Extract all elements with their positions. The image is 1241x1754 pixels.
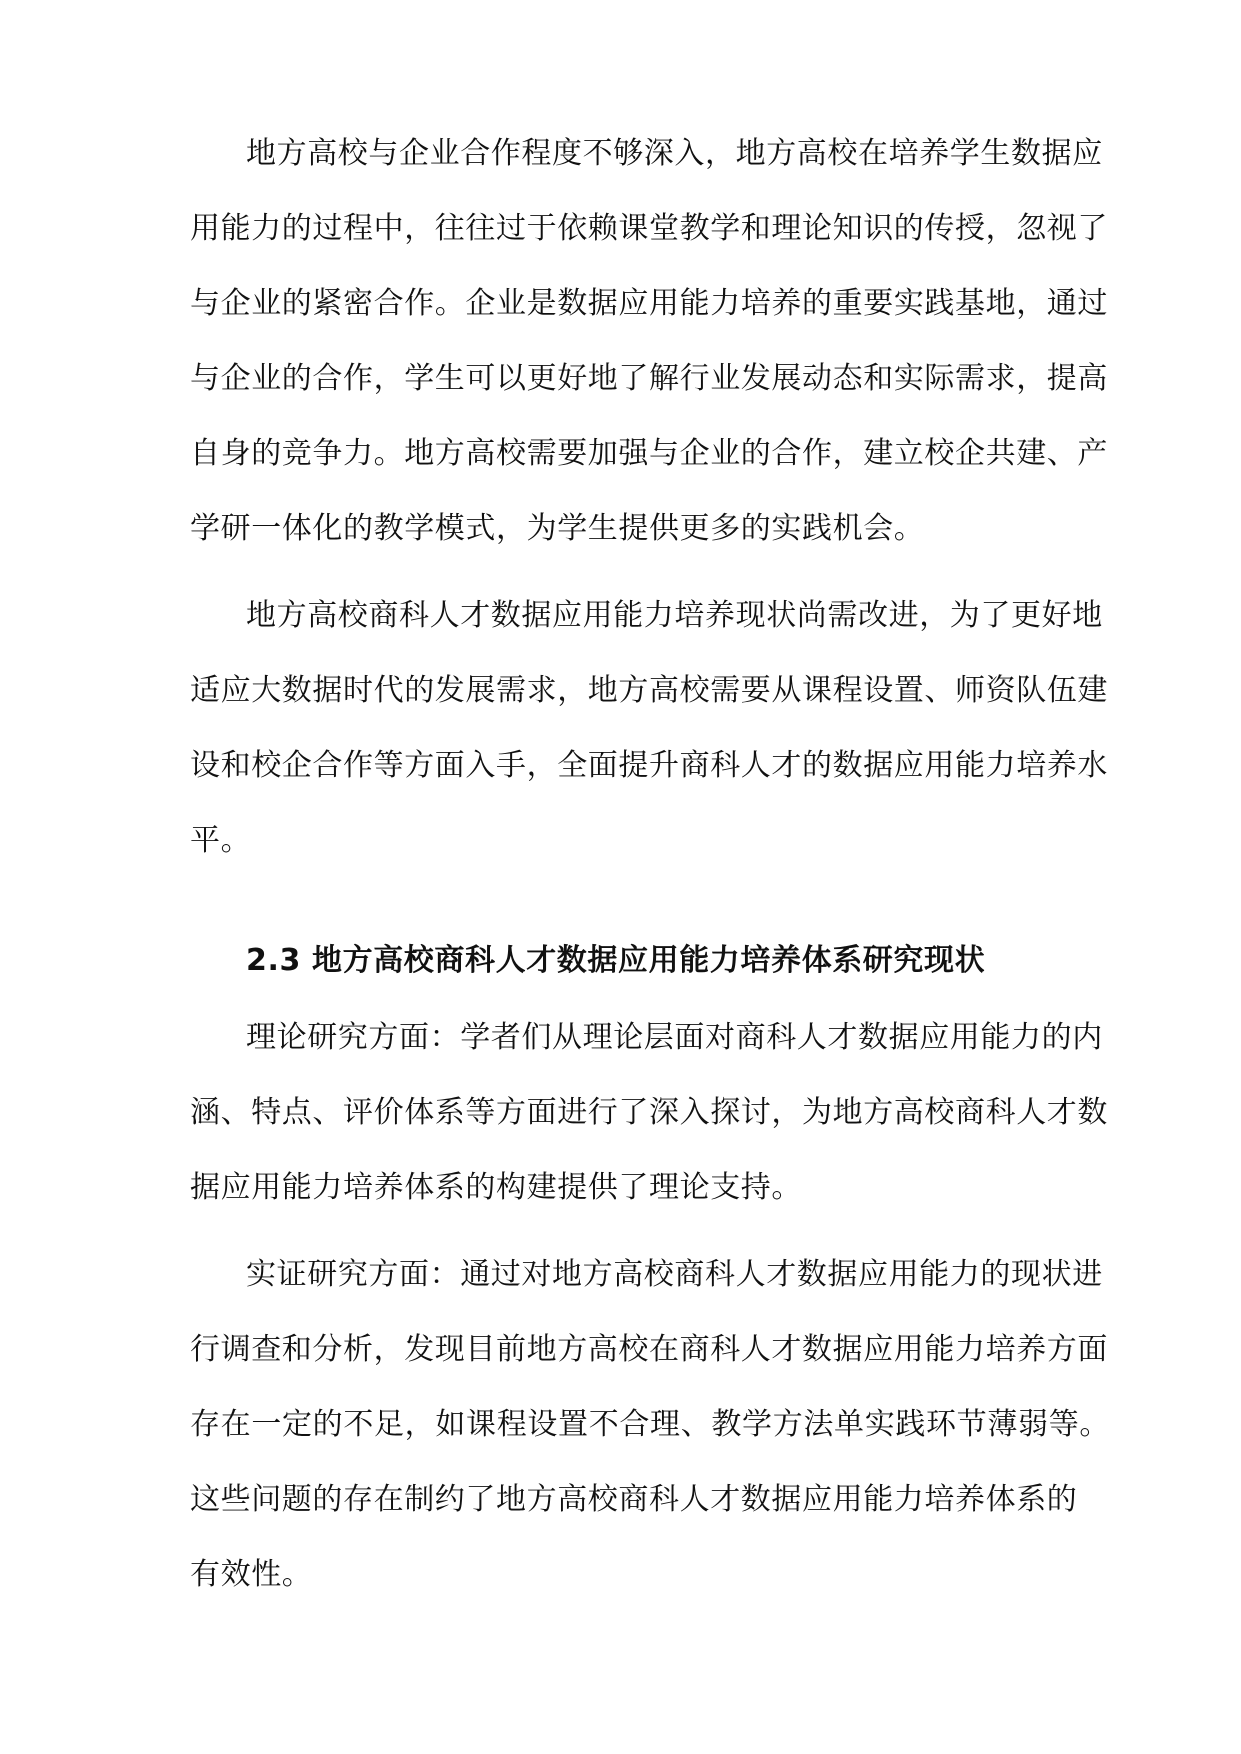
paragraph-4-line-4: 这些问题的存在制约了地方高校商科人才数据应用能力培养体系的 — [190, 1482, 1078, 1517]
paragraph-1-line-4: 与企业的合作，学生可以更好地了解行业发展动态和实际需求，提高 — [190, 361, 1108, 396]
paragraph-4-line-3: 存在一定的不足，如课程设置不合理、教学方法单实践环节薄弱等。 — [190, 1407, 1110, 1442]
paragraph-1-line-5: 自身的竞争力。地方高校需要加强与企业的合作，建立校企共建、产 — [190, 436, 1108, 471]
paragraph-4-line-2: 行调查和分析，发现目前地方高校在商科人才数据应用能力培养方面 — [190, 1332, 1108, 1367]
paragraph-2-line-3: 设和校企合作等方面入手，全面提升商科人才的数据应用能力培养水 — [190, 748, 1108, 783]
paragraph-2-line-1: 地方高校商科人才数据应用能力培养现状尚需改进，为了更好地 — [246, 598, 1103, 633]
paragraph-1-line-6: 学研一体化的教学模式，为学生提供更多的实践机会。 — [190, 511, 925, 546]
paragraph-4-line-5: 有效性。 — [190, 1557, 313, 1592]
paragraph-1-line-2: 用能力的过程中，往往过于依赖课堂教学和理论知识的传授，忽视了 — [190, 211, 1108, 246]
paragraph-3-line-2: 涵、特点、评价体系等方面进行了深入探讨，为地方高校商科人才数 — [190, 1095, 1108, 1130]
paragraph-1-line-1: 地方高校与企业合作程度不够深入，地方高校在培养学生数据应 — [246, 136, 1103, 171]
paragraph-3-line-1: 理论研究方面：学者们从理论层面对商科人才数据应用能力的内 — [246, 1020, 1103, 1055]
paragraph-3-line-3: 据应用能力培养体系的构建提供了理论支持。 — [190, 1170, 802, 1205]
section-heading: 2.3 地方高校商科人才数据应用能力培养体系研究现状 — [246, 943, 986, 978]
paragraph-1-line-3: 与企业的紧密合作。企业是数据应用能力培养的重要实践基地，通过 — [190, 286, 1108, 321]
paragraph-2-line-4: 平。 — [190, 823, 252, 858]
paragraph-4-line-1: 实证研究方面：通过对地方高校商科人才数据应用能力的现状进 — [246, 1257, 1103, 1292]
paragraph-2-line-2: 适应大数据时代的发展需求，地方高校需要从课程设置、师资队伍建 — [190, 673, 1108, 708]
